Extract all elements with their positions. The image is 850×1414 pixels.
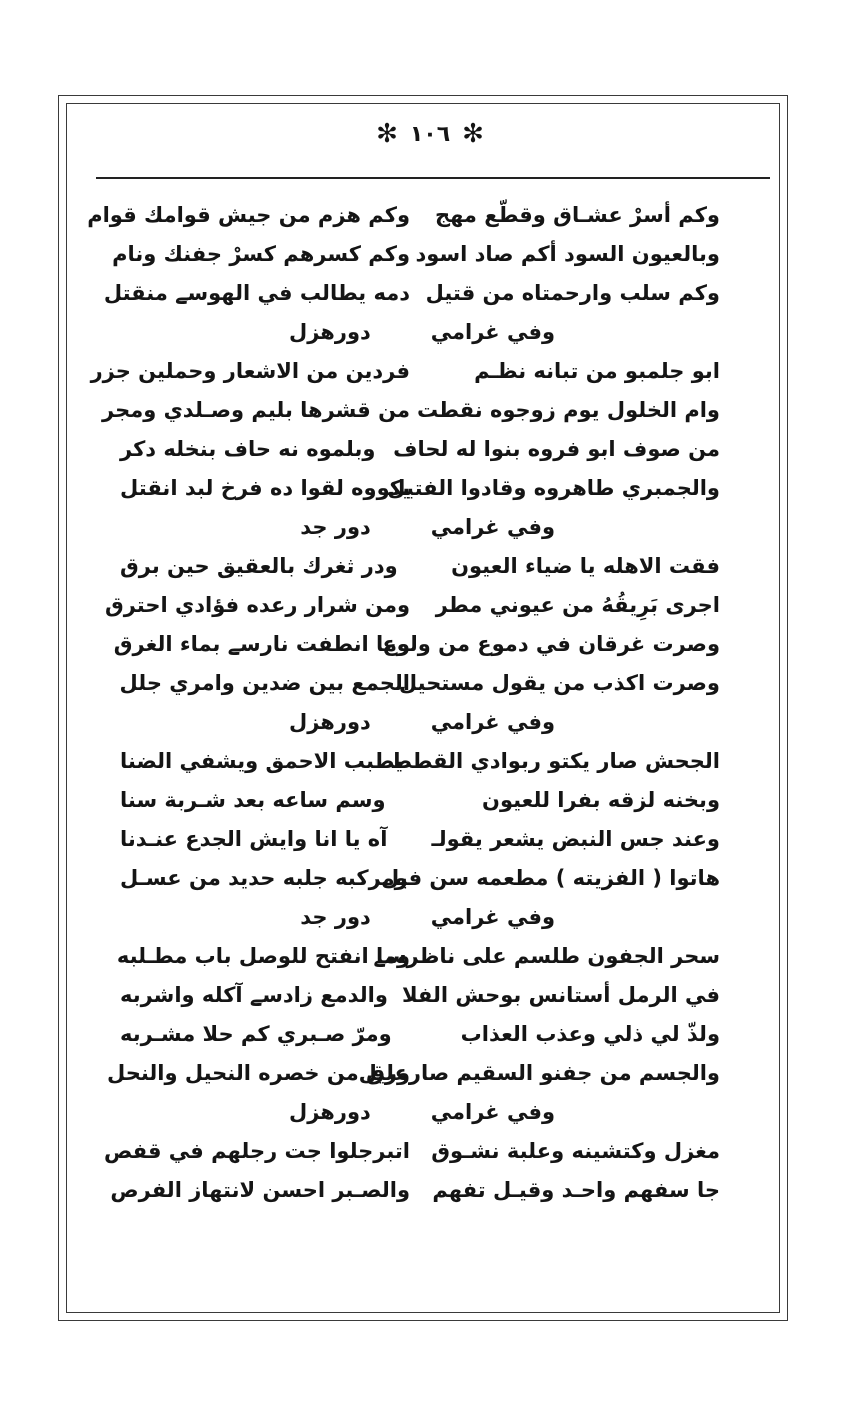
hemistich-first: والجمبري طاهروه وقادوا الفتيل	[387, 475, 720, 500]
hemistich-second: آه يا انا وايش الجدع عنـدنا	[120, 826, 388, 851]
header-rule	[96, 177, 770, 179]
verse-line	[116, 936, 720, 975]
hemistich-second: وما انفتح للوصل باب مطـلبه	[116, 943, 410, 968]
section-mode: دور جد	[300, 904, 371, 929]
verse-line	[120, 780, 720, 819]
verse-line	[113, 624, 720, 663]
hemistich-second: والدمع زادسے آكله واشربه	[120, 982, 388, 1007]
hemistich-first: وصرت اكذب من يقول مستحيل	[398, 670, 720, 695]
section-title: وفي غرامي	[430, 904, 555, 929]
hemistich-second: والصـبر احسن لانتهاز الفرص	[110, 1177, 410, 1202]
ornament-star-icon: ✻	[376, 119, 398, 149]
verse-line	[120, 468, 720, 507]
hemistich-first: فقت الاهله يا ضياء العيون	[451, 553, 720, 578]
hemistich-second: دمه يطالب في الهوسے منقتل	[103, 280, 410, 305]
verse-line	[120, 858, 720, 897]
hemistich-first: هاتوا ( الفزيته ) مطعمه سن فيل	[381, 865, 720, 890]
section-heading	[120, 702, 720, 741]
hemistich-second: الجمع بين ضدين وامري جلل	[119, 670, 410, 695]
hemistich-second: وكم كسرهم كسرْ جفنك ونام	[112, 241, 410, 266]
verse-line	[120, 1014, 720, 1053]
section-heading	[120, 312, 720, 351]
hemistich-second: من قشرها بليم وصـلدي ومجر	[102, 397, 410, 422]
verse-line	[87, 195, 720, 234]
hemistich-second: وكم هزم من جيش قوامك قوام	[87, 202, 410, 227]
hemistich-second: وسم ساعه بعد شـربة سنا	[120, 787, 386, 812]
hemistich-second: يكووه لقوا ده فرخ لبد انقتل	[120, 475, 410, 500]
hemistich-first: وكم سلب وارحمتاه من قتيل	[425, 280, 720, 305]
hemistich-first: والجسم من جفنو السقيم صارعليل	[358, 1060, 720, 1085]
section-mode: دورهزل	[289, 709, 371, 734]
verse-line	[120, 663, 720, 702]
hemistich-first: ابو جلمبو من تبانه نظـم	[474, 358, 720, 383]
hemistich-second: ومن شرار رعده فؤادي احترق	[104, 592, 410, 617]
section-mode: دور جد	[300, 514, 371, 539]
page-number: ١٠٦	[409, 121, 451, 147]
section-heading	[120, 1092, 720, 1131]
hemistich-second: يطبب الاحمق ويشفي الضنا	[120, 748, 403, 773]
verse-line	[120, 429, 720, 468]
verse-line	[103, 273, 720, 312]
verse-line	[120, 819, 720, 858]
hemistich-second: ورق من خصره النحيل والنحل	[106, 1060, 410, 1085]
hemistich-first: من صوف ابو فروه بنوا له لحاف	[393, 436, 720, 461]
section-title: وفي غرامي	[430, 514, 555, 539]
verse-line	[120, 975, 720, 1014]
verse-line	[120, 546, 720, 585]
verse-line	[103, 1131, 720, 1170]
hemistich-first: وكم أسرْ عشـاق وقطّع مهج	[434, 202, 720, 227]
hemistich-first: اجرى بَرِيقُهُ من عيوني مطر	[435, 592, 720, 617]
verse-line	[90, 351, 720, 390]
section-heading	[120, 897, 720, 936]
section-mode: دورهزل	[289, 1099, 371, 1124]
section-title: وفي غرامي	[430, 319, 555, 344]
hemistich-second: فردين من الاشعار وحملين جزر	[90, 358, 410, 383]
hemistich-second: ومركبه جلبه حديد من عسـل	[120, 865, 408, 890]
hemistich-first: وصرت غرقان في دموع من ولوع	[382, 631, 720, 656]
hemistich-second: ومرّ صـبري كم حلا مشـربه	[120, 1021, 392, 1046]
verse-line	[104, 585, 720, 624]
hemistich-second: ودر ثغرك بالعقيق حين برق	[120, 553, 398, 578]
hemistich-first: مغزل وكتشينه وعلبة نشـوق	[431, 1138, 720, 1163]
verse-line	[110, 1170, 720, 1209]
hemistich-first: وام الخلول يوم زوجوه نقطت	[416, 397, 720, 422]
hemistich-first: ولذّ لي ذلي وعذب العذاب	[460, 1021, 720, 1046]
hemistich-first: جا سفهم واحـد وقيـل تفهم	[432, 1177, 720, 1202]
verse-line	[102, 390, 720, 429]
hemistich-first: وبخنه لزقه بفرا للعيون	[482, 787, 720, 812]
section-title: وفي غرامي	[430, 709, 555, 734]
hemistich-first: الجحش صار يكتو ربوادي القطط	[390, 748, 720, 773]
hemistich-first: وعند جس النبض يشعر يقولـ	[431, 826, 720, 851]
section-title: وفي غرامي	[430, 1099, 555, 1124]
verse-line	[120, 741, 720, 780]
ornament-star-icon: ✻	[462, 119, 484, 149]
hemistich-first: في الرمل أستانس بوحش الفلا	[401, 982, 720, 1007]
hemistich-second: اتبرجلوا جت رجلهم في قفص	[103, 1138, 410, 1163]
verse-line	[112, 234, 720, 273]
section-mode: دورهزل	[289, 319, 371, 344]
section-heading	[120, 507, 720, 546]
poem-body	[87, 195, 720, 1209]
hemistich-second: وما انطفت نارسے بماء الغرق	[113, 631, 410, 656]
hemistich-first: وبالعيون السود أكم صاد اسود	[415, 241, 720, 266]
hemistich-second: وبلموه نه حاف بنخله دكر	[120, 436, 376, 461]
hemistich-first: سحر الجفون طلسم على ناظرسے	[373, 943, 720, 968]
verse-line	[106, 1053, 720, 1092]
page-header	[90, 112, 770, 156]
